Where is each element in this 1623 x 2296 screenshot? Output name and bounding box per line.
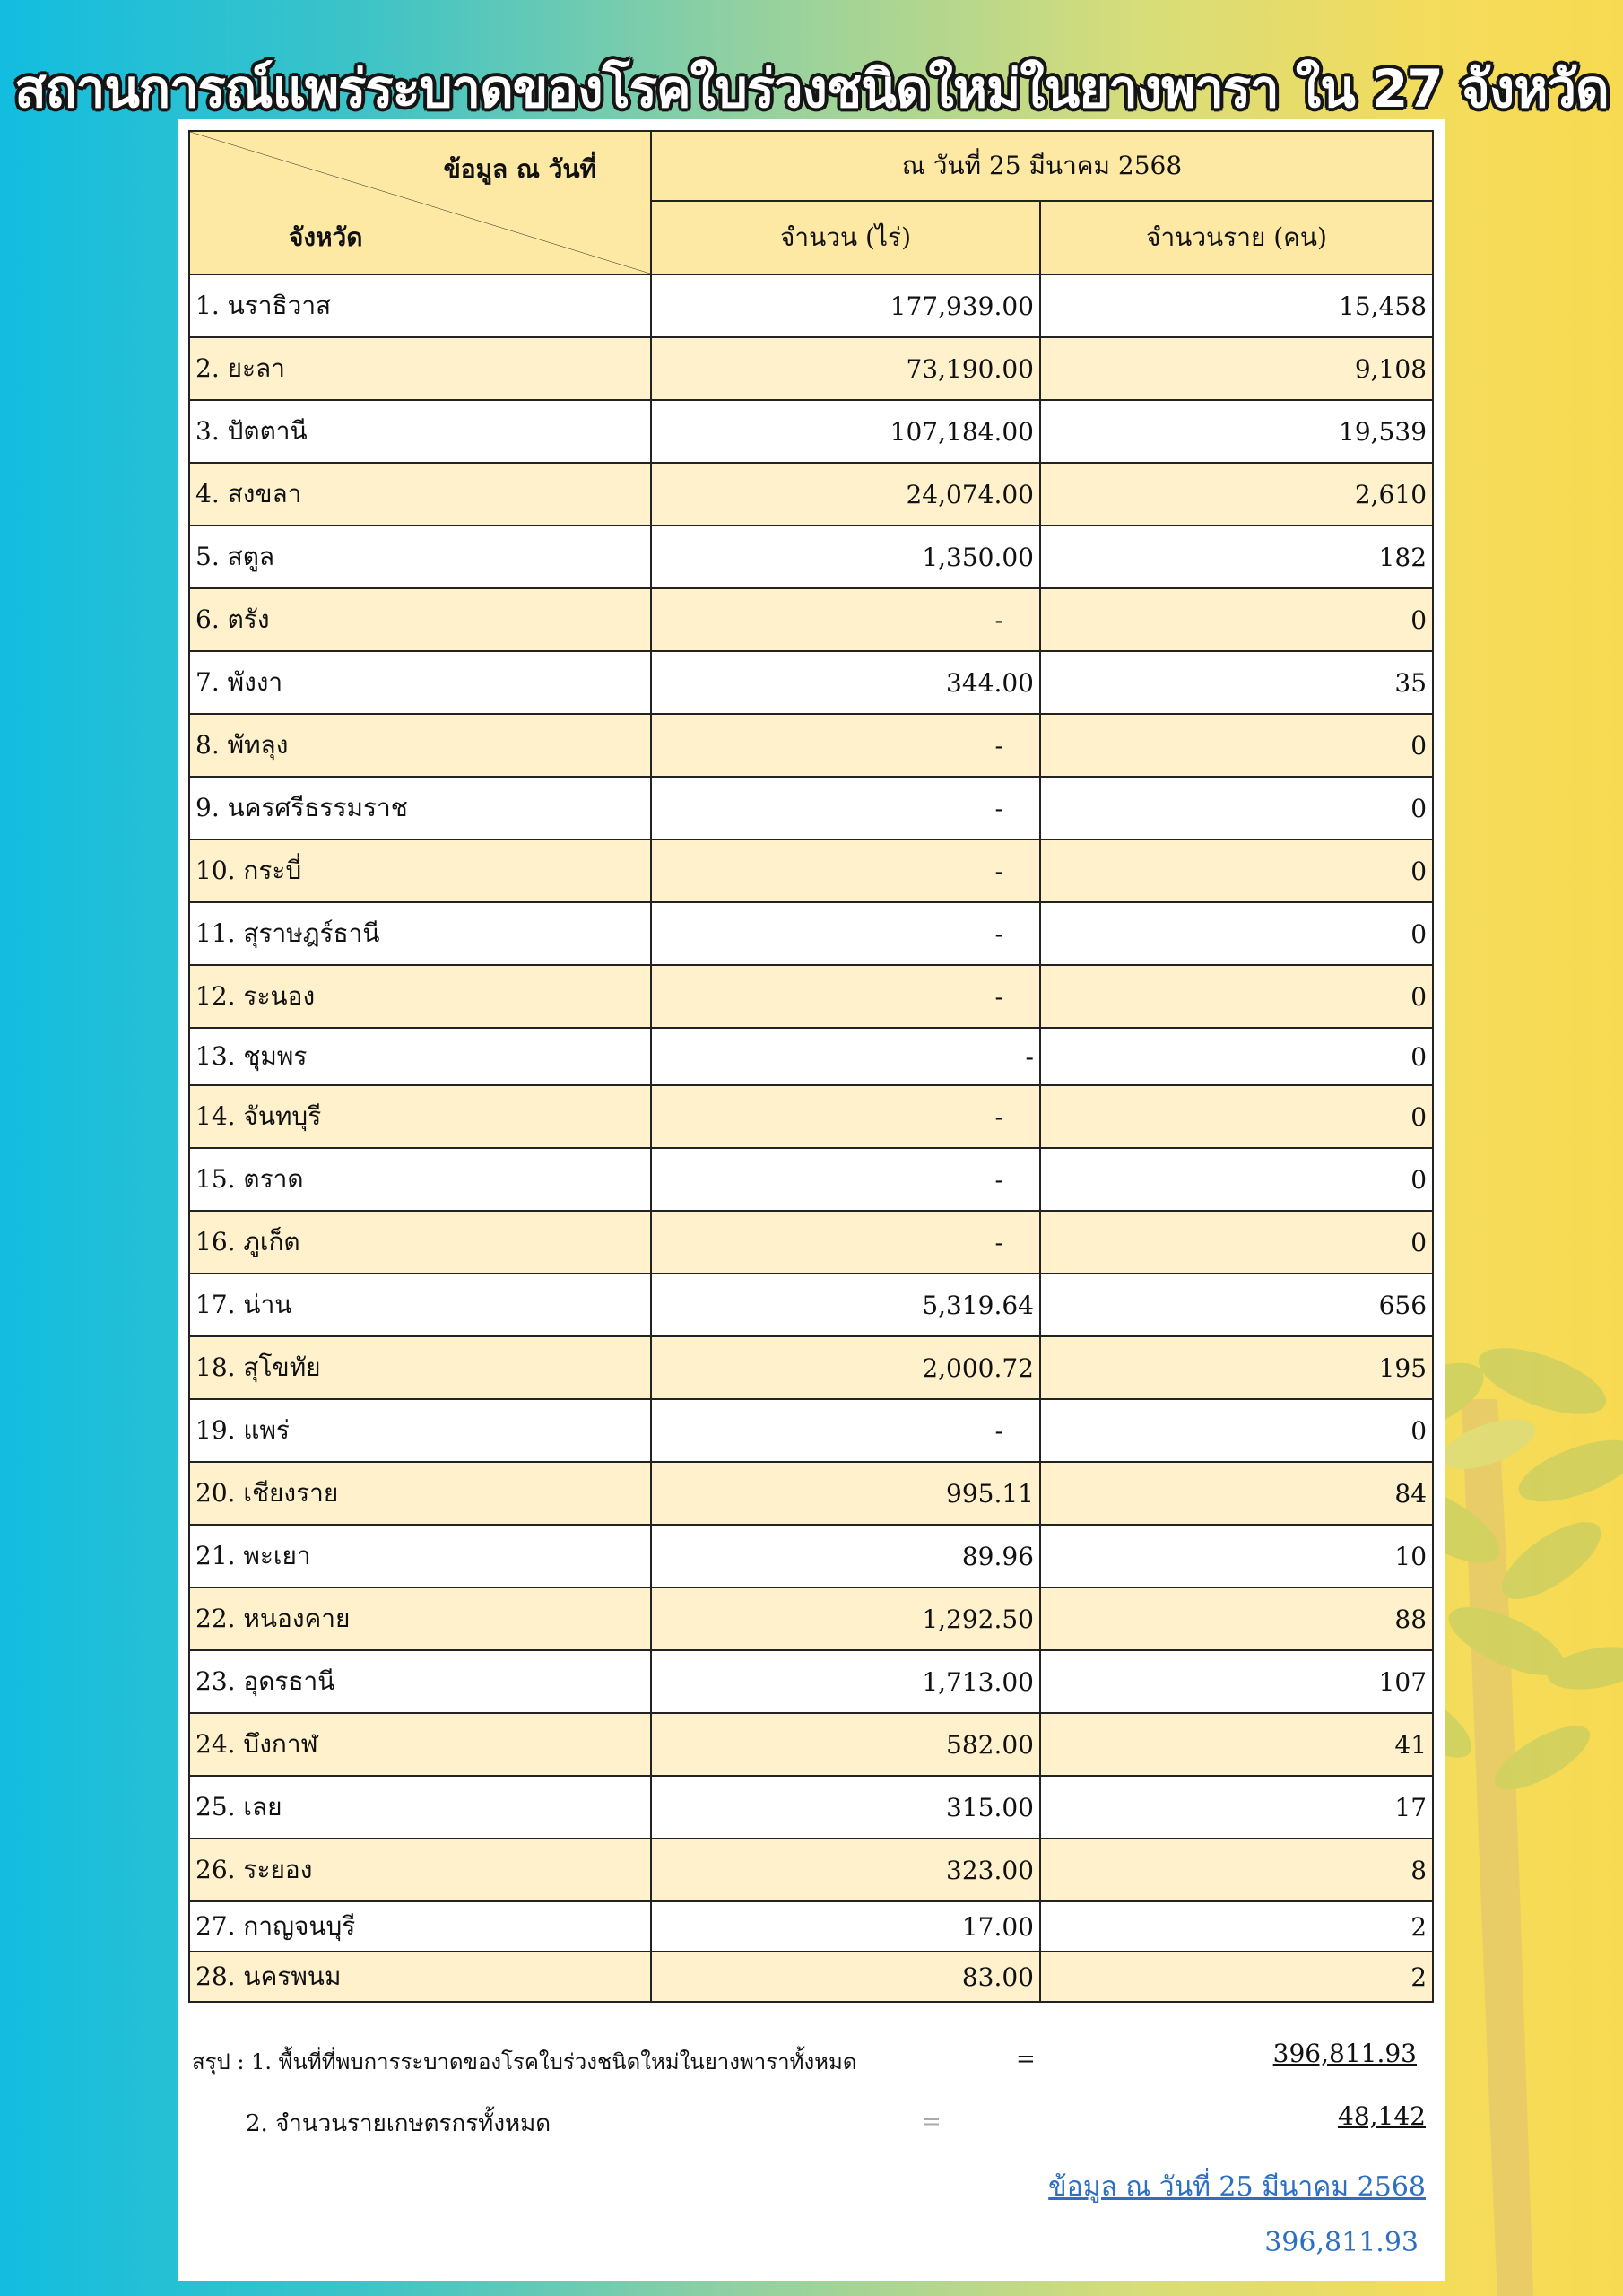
area-rai: 582.00 <box>651 1713 1040 1776</box>
farmer-count: 17 <box>1040 1776 1433 1839</box>
area-rai: - <box>651 965 1040 1028</box>
farmer-count: 0 <box>1040 588 1433 651</box>
date-header: ณ วันที่ 25 มีนาคม 2568 <box>651 131 1433 201</box>
table-row <box>189 463 1433 526</box>
area-rai: 2,000.72 <box>651 1336 1040 1399</box>
area-rai: 17.00 <box>651 1901 1040 1952</box>
farmer-count: 2 <box>1040 1952 1433 2002</box>
total-farmers: 48,142 <box>1338 2101 1426 2131</box>
farmer-count: 0 <box>1040 1211 1433 1274</box>
province-name: 22. หนองคาย <box>189 1587 651 1650</box>
province-name: 15. ตราด <box>189 1148 651 1211</box>
area-rai: 24,074.00 <box>651 463 1040 526</box>
page-title: สถานการณ์แพร่ระบาดของโรคใบร่วงชนิดใหม่ในยางพารา ใน 27 จังหวัด <box>14 58 1609 119</box>
equals-sign: = <box>1016 2046 1036 2073</box>
farmer-count: 0 <box>1040 965 1433 1028</box>
table-row <box>189 651 1433 714</box>
province-name: 18. สุโขทัย <box>189 1336 651 1399</box>
area-rai: 83.00 <box>651 1952 1040 2002</box>
province-name: 3. ปัตตานี <box>189 400 651 463</box>
province-name: 13. ชุมพร <box>189 1028 651 1085</box>
farmer-count: 656 <box>1040 1274 1433 1336</box>
column-header-people: จำนวนราย (คน) <box>1040 201 1433 274</box>
area-rai: 107,184.00 <box>651 400 1040 463</box>
farmer-count: 2 <box>1040 1901 1433 1952</box>
province-name: 17. น่าน <box>189 1274 651 1336</box>
table-row <box>189 1148 1433 1211</box>
corner-header-bottom: จังหวัด <box>289 222 363 252</box>
as-of-date-link[interactable]: ข้อมูล ณ วันที่ 25 มีนาคม 2568 <box>1048 2171 1426 2203</box>
province-name: 21. พะเยา <box>189 1525 651 1587</box>
table-row <box>189 777 1433 839</box>
farmer-count: 9,108 <box>1040 337 1433 400</box>
farmer-count: 10 <box>1040 1525 1433 1587</box>
table-row <box>189 1587 1433 1650</box>
farmer-count: 0 <box>1040 902 1433 965</box>
farmer-count: 195 <box>1040 1336 1433 1399</box>
table-row <box>189 839 1433 902</box>
farmer-count: 0 <box>1040 1148 1433 1211</box>
area-rai: - <box>651 1399 1040 1462</box>
farmer-count: 15,458 <box>1040 274 1433 337</box>
farmer-count: 19,539 <box>1040 400 1433 463</box>
farmer-count: 41 <box>1040 1713 1433 1776</box>
province-name: 16. ภูเก็ต <box>189 1211 651 1274</box>
table-row <box>189 1839 1433 1901</box>
table-row <box>189 1399 1433 1462</box>
province-name: 4. สงขลา <box>189 463 651 526</box>
summary-line-farmers: 2. จำนวนรายเกษตรกรทั้งหมด <box>246 2110 551 2137</box>
province-name: 26. ระยอง <box>189 1839 651 1901</box>
province-name: 5. สตูล <box>189 526 651 588</box>
farmer-count: 0 <box>1040 1085 1433 1148</box>
summary-line-area: สรุป : 1. พื้นที่ที่พบการระบาดของโรคใบร่วงชนิดใหม่ในยางพาราทั้งหมด <box>192 2049 857 2074</box>
table-row <box>189 1650 1433 1713</box>
farmer-count: 0 <box>1040 839 1433 902</box>
province-name: 25. เลย <box>189 1776 651 1839</box>
area-rai: 5,319.64 <box>651 1274 1040 1336</box>
province-name: 2. ยะลา <box>189 337 651 400</box>
table-row <box>189 1952 1433 2002</box>
province-name: 10. กระบี่ <box>189 839 651 902</box>
total-area: 396,811.93 <box>1272 2039 1417 2068</box>
area-rai: - <box>651 839 1040 902</box>
area-rai: 73,190.00 <box>651 337 1040 400</box>
province-name: 14. จันทบุรี <box>189 1085 651 1148</box>
area-rai: 89.96 <box>651 1525 1040 1587</box>
corner-header-top: ข้อมูล ณ วันที่ <box>443 154 596 184</box>
area-rai: - <box>651 777 1040 839</box>
table-row <box>189 1776 1433 1839</box>
area-rai: - <box>651 1085 1040 1148</box>
area-rai: 315.00 <box>651 1776 1040 1839</box>
table-row <box>189 1901 1433 1952</box>
farmer-count: 35 <box>1040 651 1433 714</box>
table-row <box>189 400 1433 463</box>
province-name: 6. ตรัง <box>189 588 651 651</box>
footer-total: 396,811.93 <box>1264 2227 1419 2258</box>
province-name: 9. นครศรีธรรมราช <box>189 777 651 839</box>
area-rai: 323.00 <box>651 1839 1040 1901</box>
table-row <box>189 1336 1433 1399</box>
table-row <box>189 1713 1433 1776</box>
area-rai: 995.11 <box>651 1462 1040 1525</box>
outbreak-table <box>188 130 1434 2003</box>
equals-sign: = <box>922 2109 942 2135</box>
farmer-count: 107 <box>1040 1650 1433 1713</box>
area-rai: - <box>651 1148 1040 1211</box>
table-row <box>189 337 1433 400</box>
area-rai: 1,292.50 <box>651 1587 1040 1650</box>
area-rai: - <box>651 588 1040 651</box>
province-name: 11. สุราษฎร์ธานี <box>189 902 651 965</box>
table-row <box>189 1274 1433 1336</box>
province-name: 27. กาญจนบุรี <box>189 1901 651 1952</box>
table-row <box>189 1085 1433 1148</box>
table-row <box>189 588 1433 651</box>
table-row <box>189 965 1433 1028</box>
province-name: 19. แพร่ <box>189 1399 651 1462</box>
area-rai: 177,939.00 <box>651 274 1040 337</box>
province-name: 8. พัทลุง <box>189 714 651 777</box>
table-row <box>189 1462 1433 1525</box>
province-name: 1. นราธิวาส <box>189 274 651 337</box>
area-rai: 1,713.00 <box>651 1650 1040 1713</box>
farmer-count: 2,610 <box>1040 463 1433 526</box>
province-name: 24. บึงกาฬ <box>189 1713 651 1776</box>
table-row <box>189 1028 1433 1085</box>
table-row <box>189 1525 1433 1587</box>
area-rai: - <box>651 902 1040 965</box>
province-name: 23. อุดรธานี <box>189 1650 651 1713</box>
farmer-count: 88 <box>1040 1587 1433 1650</box>
table-row <box>189 274 1433 337</box>
farmer-count: 0 <box>1040 1028 1433 1085</box>
farmer-count: 0 <box>1040 714 1433 777</box>
table-row <box>189 526 1433 588</box>
column-header-area: จำนวน (ไร่) <box>651 201 1040 274</box>
table-row <box>189 902 1433 965</box>
area-rai: - <box>651 714 1040 777</box>
area-rai: 344.00 <box>651 651 1040 714</box>
area-rai: 1,350.00 <box>651 526 1040 588</box>
area-rai: - <box>651 1211 1040 1274</box>
farmer-count: 0 <box>1040 1399 1433 1462</box>
province-name: 12. ระนอง <box>189 965 651 1028</box>
farmer-count: 0 <box>1040 777 1433 839</box>
area-rai: - <box>651 1028 1040 1085</box>
table-row <box>189 714 1433 777</box>
table-row <box>189 1211 1433 1274</box>
province-name: 28. นครพนม <box>189 1952 651 2002</box>
province-name: 20. เชียงราย <box>189 1462 651 1525</box>
province-name: 7. พังงา <box>189 651 651 714</box>
farmer-count: 8 <box>1040 1839 1433 1901</box>
farmer-count: 182 <box>1040 526 1433 588</box>
table-body <box>189 274 1433 2002</box>
corner-header <box>189 131 651 274</box>
data-sheet <box>178 119 1445 2281</box>
farmer-count: 84 <box>1040 1462 1433 1525</box>
